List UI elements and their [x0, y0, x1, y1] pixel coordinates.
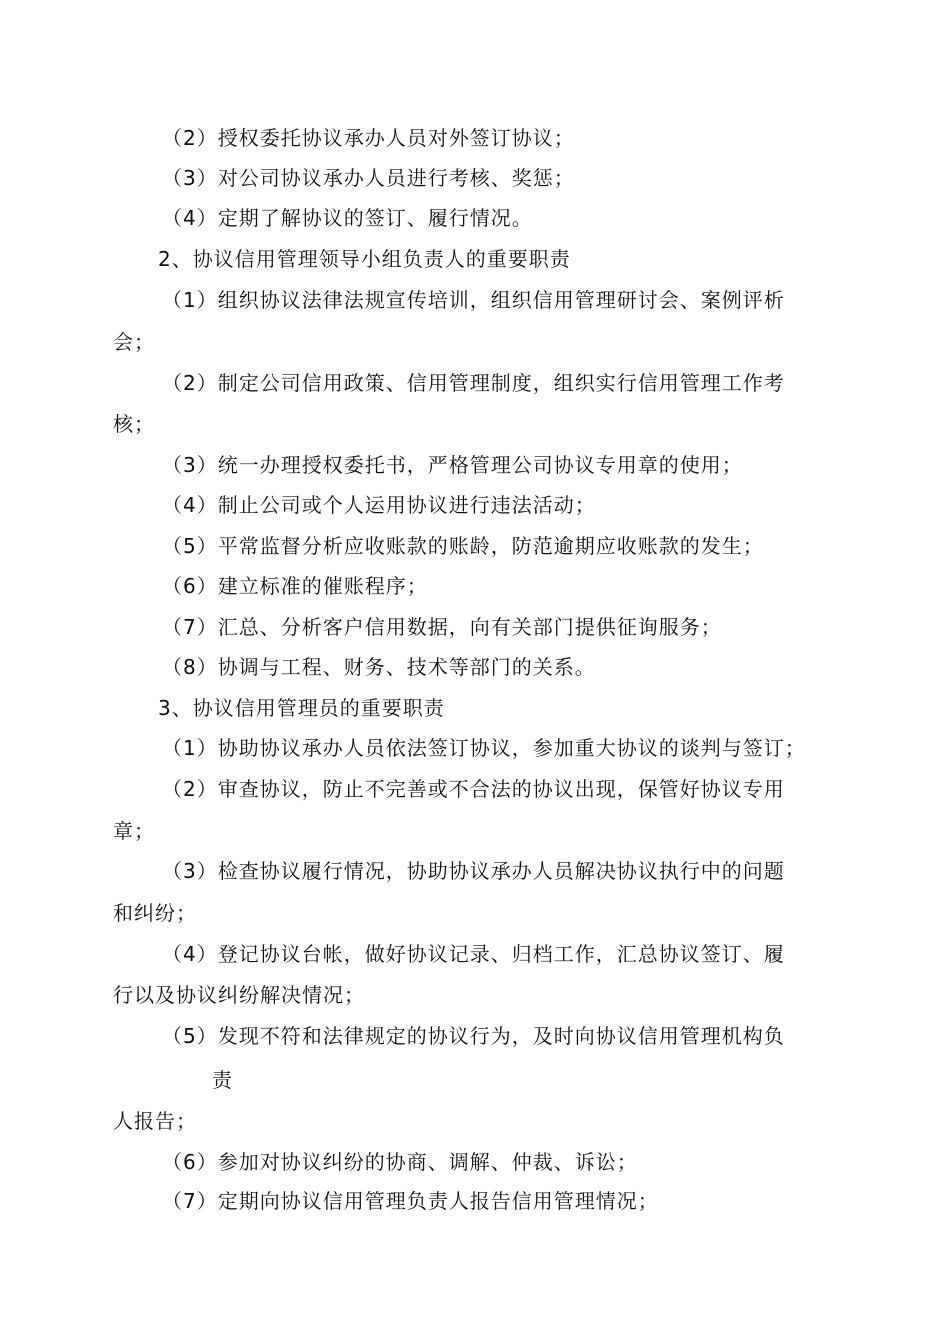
list-item: （4）制止公司或个人运用协议进行违法活动； — [162, 493, 596, 517]
list-item: （2）授权委托协议承办人员对外签订协议； — [162, 126, 575, 150]
section-heading: 2、协议信用管理领导小组负责人的重要职责 — [158, 247, 571, 271]
list-item: （8）协调与工程、财务、技术等部门的关系。 — [162, 655, 596, 679]
list-item-continuation: 核； — [113, 412, 155, 436]
list-item-continuation: 和纠纷； — [113, 901, 197, 925]
list-item: （6）参加对协议纠纷的协商、调解、仲裁、诉讼； — [162, 1150, 638, 1174]
list-item: （5）平常监督分析应收账款的账龄，防范逾期应收账款的发生； — [162, 534, 764, 558]
list-item-continuation: 会； — [113, 330, 155, 354]
list-item: （7）汇总、分析客户信用数据，向有关部门提供征询服务； — [162, 615, 722, 639]
list-item: （5）发现不符和法律规定的协议行为，及时向协议信用管理机构负 — [162, 1024, 785, 1048]
list-item-continuation: 章； — [113, 819, 155, 843]
section-heading: 3、协议信用管理员的重要职责 — [158, 696, 445, 720]
list-item: （2）审查协议，防止不完善或不合法的协议出现，保管好协议专用 — [162, 777, 785, 801]
list-item-continuation: 人报告； — [113, 1109, 197, 1133]
list-item: （2）制定公司信用政策、信用管理制度，组织实行信用管理工作考 — [162, 371, 785, 395]
list-item: （3）统一办理授权委托书，严格管理公司协议专用章的使用； — [162, 453, 743, 477]
list-item: （4）定期了解协议的签订、履行情况。 — [162, 206, 533, 230]
list-item: （6）建立标准的催账程序； — [162, 574, 428, 598]
list-item: （4）登记协议台帐，做好协议记录、归档工作，汇总协议签订、履 — [162, 942, 785, 966]
list-item-continuation: 责 — [212, 1068, 233, 1092]
list-item-continuation: 行以及协议纠纷解决情况； — [113, 983, 365, 1007]
list-item: （1）组织协议法律法规宣传培训，组织信用管理研讨会、案例评析 — [162, 288, 785, 312]
list-item: （3）检查协议履行情况，协助协议承办人员解决协议执行中的问题 — [162, 859, 785, 883]
list-item: （7）定期向协议信用管理负责人报告信用管理情况； — [162, 1189, 659, 1213]
list-item: （1）协助协议承办人员依法签订协议，参加重大协议的谈判与签订； — [162, 736, 806, 760]
list-item: （3）对公司协议承办人员进行考核、奖惩； — [162, 166, 575, 190]
